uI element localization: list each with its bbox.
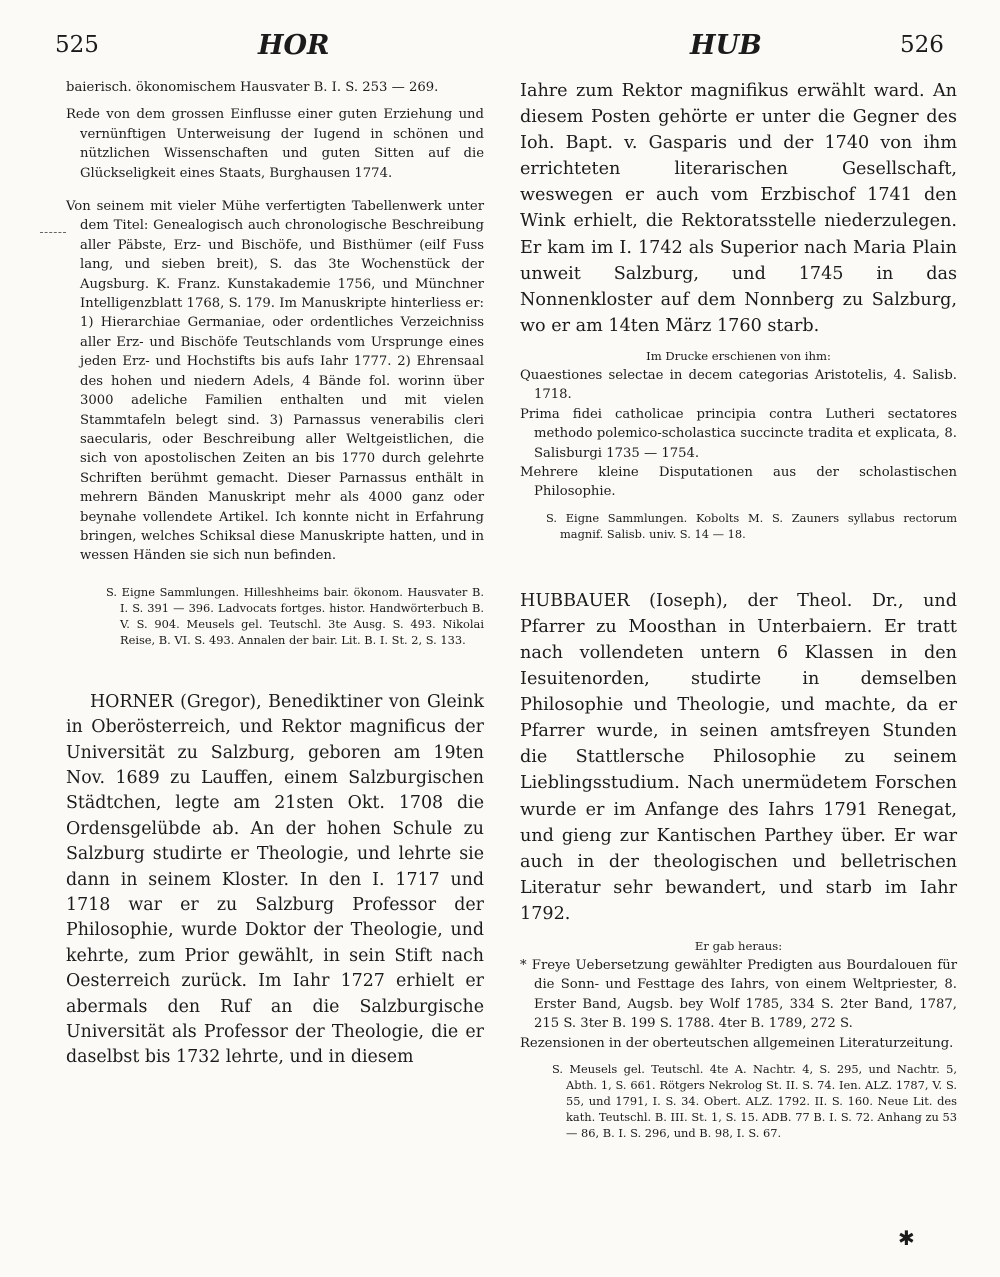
biography-entry-horner: HORNER (Gregor), Benediktiner von Gleink in Oberösterreich, und Rektor magnificus der Universität zu Salzburg, geboren am 19ten Nov. 1689 zu Lauffen, einem Salzburgischen Städtchen, legte am 21sten Okt. 1708 die Ordensgelübde ab. An der hohen Schule zu Salzburg studirte er Theologie, und lehrte sie dann in seinem Kloster. In den I. 1717 und 1718 war er zu Salzburg Professor der Philosophie, wurde Doktor der Theologie, und kehrte, zum Prior gewählt, in sein Stift nach Oesterreich zurück. Im Iahr 1727 erhielt er abermals den Ruf an die Salzburgische Universität als Professor der Theologie, die er daselbst bis 1732 lehrte, und in diesem bbox=[66, 691, 484, 1068]
left-running-head: HOR bbox=[258, 30, 330, 61]
decorative-star-icon: ✱ bbox=[898, 1226, 915, 1250]
sources-note: S. Meusels gel. Teutschl. 4te A. Nachtr. 4, S. 295, und Nachtr. 5, Abth. 1, S. 661. Rötgers Nekrolog St. II. S. 74. Ien. ALZ. 1787, V. S. 55, und 1791, I. S. 34. Obert. ALZ. 1792. II. S. 160. Neue Lit. des kath. Teutschl. B. III. St. 1, S. 15. ADB. 77 B. I. S. 72. Anhang zu 53 — 86, B. I. S. 296, und B. 98, I. S. 67. bbox=[552, 1062, 957, 1141]
biography-entry-hubbauer: HUBBAUER (Ioseph), der Theol. Dr., und Pfarrer zu Moosthan in Unterbaiern. Er tratt nach vollendeten untern 6 Klassen in den Iesuitenorden, studirte in demselben Philosophie und Theologie, und machte, da er Pfarrer wurde, in seinen amtsfreyen Stunden die Stattlersche Philosophie zu seinem Lieblingsstudium. Nach unermüdetem Forschen wurde er im Anfange des Iahrs 1791 Renegat, und gieng zur Kantischen Parthey über. Er war auch in der theologischen und belletrischen Literatur sehr bewandert, und starb im Iahr 1792. bbox=[520, 590, 957, 924]
biography-continuation: Iahre zum Rektor magnifikus erwählt ward. An diesem Posten gehörte er unter die Gegner des Ioh. Bapt. v. Gasparis und der 1740 von ihm errichteten literarischen Gesellschaft, weswegen er auch vom Erzbischof 1741 den Wink erhielt, die Rektoratsstelle niederzulegen. Er kam im I. 1742 als Superior nach Maria Plain unweit Salzburg, und 1745 in das Nonnenkloster auf dem Nonnberg zu Salzburg, wo er am 14ten März 1760 starb. bbox=[520, 81, 957, 336]
left-column bbox=[66, 78, 484, 1071]
sources-note: S. Eigne Sammlungen. Hilleshheims bair. ökonom. Hausvater B. I. S. 391 — 396. Ladvocats fortges. histor. Handwörterbuch B. V. S. 904. Meusels gel. Teutschl. 3te Ausg. S. 493. Nikolai Reise, B. VI. S. 493. Annalen der bair. Lit. B. I. St. 2, S. 133. bbox=[106, 584, 484, 647]
bibliography-entry: baierisch. ökonomischem Hausvater B. I. S. 253 — 269. bbox=[66, 80, 439, 95]
bibliography-entry: Rede von dem grossen Einflusse einer guten Erziehung und vernünftigen Unterweisung der Iugend in schönen und nützlichen Wissenschaften und guten Sitten auf die Glückseligkeit eines Staats, Burghausen 1774. bbox=[66, 107, 484, 181]
right-column bbox=[520, 78, 957, 1141]
works-caption: Im Drucke erschienen von ihm: bbox=[646, 348, 831, 363]
bibliography-entry: Von seinem mit vieler Mühe verfertigten Tabellenwerk unter dem Titel: Genealogisch auch chronologische Beschreibung aller Päbste, Erz- und Bischöfe, und Bisthümer (eilf Fuss lang, und sieben breit), S. das 3te Wochenstück der Augsburg. K. Franz. Kunstakademie 1756, und Münchner Intelligenzblatt 1768, S. 179. Im Manuskripte hinterliess er: 1) Hierarchiae Germaniae, oder ordentliches Verzeichniss aller Erz- und Bischöfe Teutschlands vom Ursprunge eines jeden Erz- und Hochstifts bis aufs Iahr 1777. 2) Ehrensaal des hohen und niedern Adels, 4 Bände fol. worinn über 3000 adeliche Familien enthalten und mit vielen Stammtafeln belegt sind. 3) Parnassus venerabilis cleri saecularis, oder Beschreibung aller Weltgeistlichen, die sich von apostolischen Zeiten an bis 1770 durch gelehrte Schriften berühmt gemacht. Dieser Parnassus enthält in mehrern Bänden Manuskript mehr als 4000 ganz oder beynahe vollendete Artikel. Ich konnte nicht in Erfahrung bringen, welches Schiksal diese Manuskripte hatten, und in wessen Händen sie sich nun befinden. bbox=[66, 199, 484, 564]
right-page-number: 526 bbox=[900, 32, 944, 58]
left-page-number: 525 bbox=[55, 32, 99, 58]
bibliography-entry: Mehrere kleine Disputationen aus der scholastischen Philosophie. bbox=[520, 464, 957, 500]
right-running-head: HUB bbox=[690, 30, 762, 61]
margin-mark bbox=[40, 232, 66, 233]
works-caption: Er gab heraus: bbox=[694, 939, 783, 953]
bibliography-entry: Rezensionen in der oberteutschen allgemeinen Literaturzeitung. bbox=[520, 1035, 954, 1051]
bibliography-entry: Prima fidei catholicae principia contra Lutheri sectatores methodo polemico-scholastica succincte tradita et explicata, 8. Salisburgi 1735 — 1754. bbox=[520, 406, 957, 461]
bibliography-entry: Quaestiones selectae in decem categorias Aristotelis, 4. Salisb. 1718. bbox=[520, 367, 957, 403]
bibliography-entry: * Freye Uebersetzung gewählter Predigten aus Bourdalouen für die Sonn- und Festtage des Iahrs, von einem Weltpriester, 8. Erster Band, Augsb. bey Wolf 1785, 334 S. 2ter Band, 1787, 215 S. 3ter B. 199 S. 1788. 4ter B. 1789, 272 S. bbox=[520, 958, 957, 1032]
sources-note: S. Eigne Sammlungen. Kobolts M. S. Zauners syllabus rectorum magnif. Salisb. univ. S. 14 — 18. bbox=[546, 510, 957, 541]
